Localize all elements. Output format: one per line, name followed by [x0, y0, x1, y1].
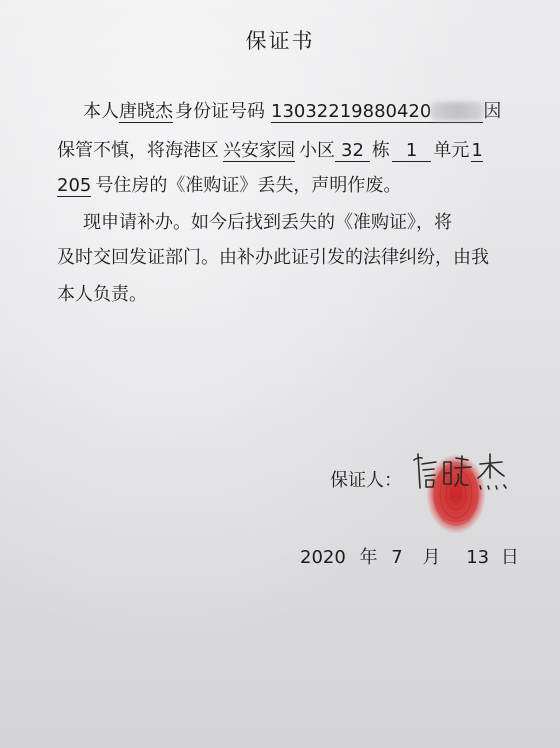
text-segment: 号住房的《准购证》丢失，声明作废。: [95, 175, 402, 196]
paragraph1-line2: [57, 139, 483, 163]
paragraph2-line2: 及时交回发证部门。由补办此证引发的法律纠纷，由我: [57, 247, 489, 268]
paragraph2-line3: 本人负责。: [57, 284, 147, 305]
community-name: 兴安家园: [223, 140, 295, 161]
redaction-blur: [431, 102, 483, 120]
fingerprint-and-signature: [408, 440, 518, 540]
text-segment: 身份证号码: [175, 101, 265, 122]
unit-number: 1: [392, 141, 431, 162]
signature-area: [408, 440, 518, 540]
text-segment: 本人: [83, 101, 119, 122]
date-day-unit: 日: [500, 547, 519, 568]
date-year-unit: 年: [359, 547, 378, 568]
date-line: [300, 543, 519, 569]
text-segment: 因: [483, 101, 502, 122]
text-segment: 保管不慎，将海港区: [57, 140, 219, 161]
id-number-field: [271, 102, 483, 123]
text-segment: 小区: [299, 140, 335, 161]
date-day: 13: [466, 547, 490, 568]
guarantor-label: 保证人：: [330, 470, 402, 491]
paragraph2-line1: 现申请补办。如今后找到丢失的《准购证》，将: [83, 212, 452, 233]
date-month-unit: 月: [422, 547, 441, 568]
room-number-part1: 1: [471, 140, 483, 161]
building-number: 32: [335, 141, 370, 162]
text-segment: 栋: [371, 140, 390, 161]
room-number-part2: 205: [57, 175, 92, 196]
paragraph1-line1: [83, 100, 501, 124]
date-year: 2020: [300, 547, 346, 568]
id-number: 13032219880420: [271, 101, 432, 122]
document-title: 保证书: [245, 29, 315, 53]
paragraph1-line3: [57, 174, 401, 198]
declarant-name: 唐晓杰: [119, 101, 173, 122]
fingerprint: [426, 454, 486, 534]
date-month: 7: [391, 547, 403, 568]
text-segment: 单元: [433, 140, 470, 161]
